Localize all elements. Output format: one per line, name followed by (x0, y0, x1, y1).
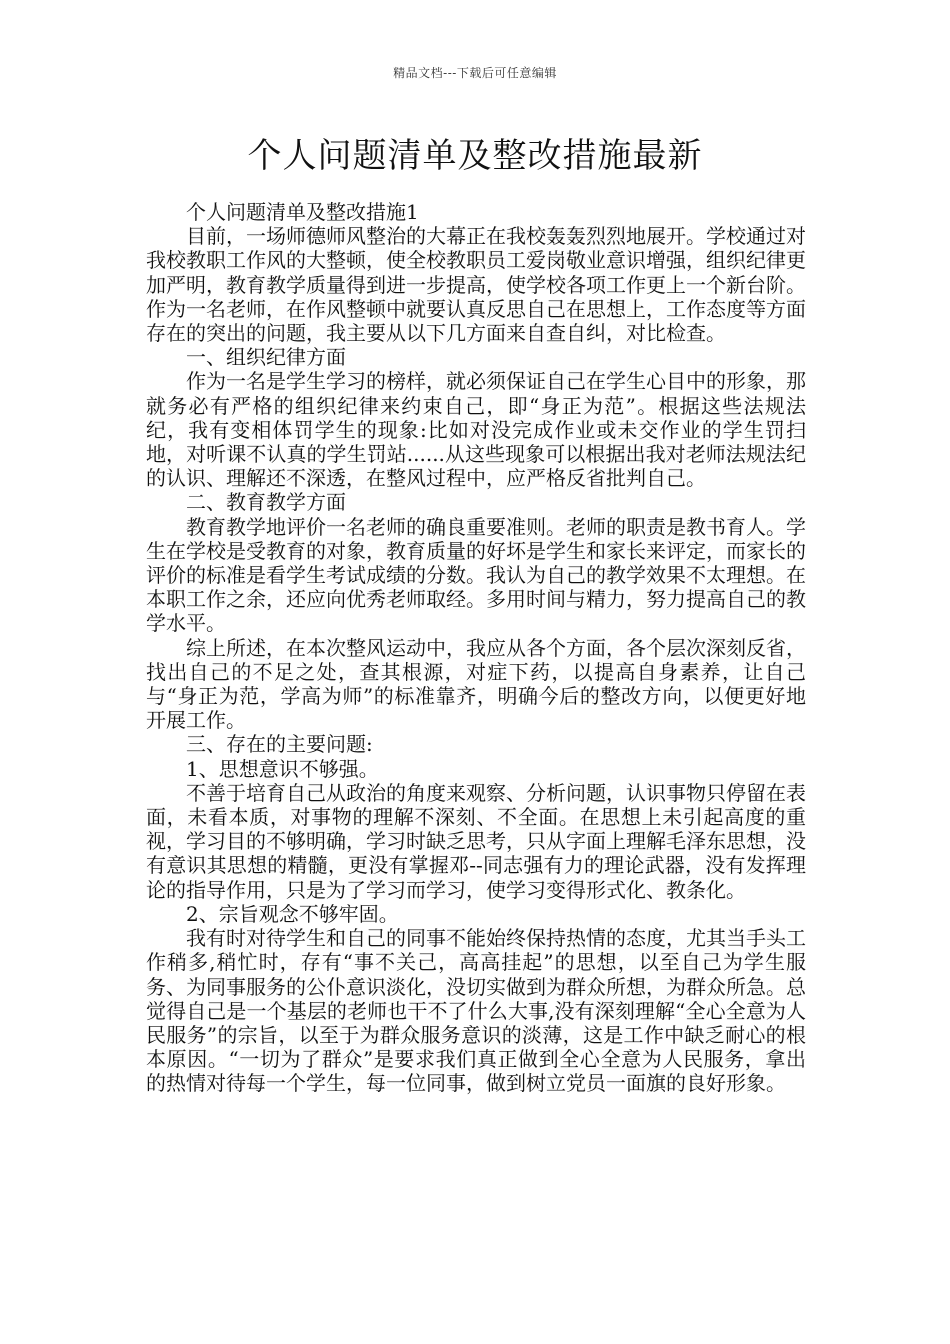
section-heading: 一、组织纪律方面 (186, 345, 346, 370)
header-note: 精品文档---下载后可任意编辑 (393, 66, 557, 80)
paragraph: 目前，一场师德师风整治的大幕正在我校轰轰烈烈地展开。学校通过对我校教职工作风的大整顿，使全校教职员工爱岗敬业意识增强，组织纪律更加严明，教育教学质量得到进一步提高，使学校各项工作更上一个新台阶。作为一名老师，在作风整顿中就要认真反思自己在思想上，工作态度等方面存在的突出的问题，我主要从以下几方面来自查自纠，对比检查。 (146, 224, 806, 346)
paragraph: 综上所述，在本次整风运动中，我应从各个方面，各个层次深刻反省，找出自己的不足之处，查其根源，对症下药，以提高自身素养，让自己与“身正为范，学高为师”的标准靠齐，明确今后的整改方向，以便更好地开展工作。 (146, 635, 806, 733)
paragraph: 个人问题清单及整改措施1 (186, 200, 419, 224)
document-body (146, 200, 806, 1096)
paragraph: 作为一名是学生学习的榜样，就必须保证自己在学生心目中的形象，那就务必有严格的组织纪律来约束自己，即“身正为范”。根据这些法规法纪，我有变相体罚学生的现象:比如对没完成作业或未交作业的学生罚扫地，对听课不认真的学生罚站......从这些现象可以根据出我对老师法规法纪的认识、理解还不深透，在整风过程中，应严格反省批判自己。 (146, 369, 806, 491)
document-title: 个人问题清单及整改措施最新 (247, 136, 703, 176)
paragraph: 我有时对待学生和自己的同事不能始终保持热情的态度，尤其当手头工作稍多,稍忙时，存有“事不关己，高高挂起”的思想，以至自己为学生服务、为同事服务的公仆意识淡化，没切实做到为群众所想，为群众所急。总觉得自己是一个基层的老师也干不了什么大事,没有深刻理解“全心全意为人民服务”的宗旨，以至于为群众服务意识的淡薄，这是工作中缺乏耐心的根本原因。“一切为了群众”是要求我们真正做到全心全意为人民服务，拿出的热情对待每一个学生，每一位同事，做到树立党员一面旗的良好形象。 (146, 926, 806, 1096)
section-heading: 三、存在的主要问题: (186, 732, 373, 757)
section-heading: 二、教育教学方面 (186, 490, 346, 515)
subsection-heading: 1、思想意识不够强。 (186, 756, 379, 781)
subsection-heading: 2、宗旨观念不够牢固。 (186, 901, 399, 926)
paragraph: 教育教学地评价一名老师的确良重要准则。老师的职责是教书育人。学生在学校是受教育的对象，教育质量的好坏是学生和家长来评定，而家长的评价的标准是看学生考试成绩的分数。我认为自己的教学效果不太理想。在本职工作之余，还应向优秀老师取经。多用时间与精力，努力提高自己的教学水平。 (146, 514, 806, 636)
paragraph: 不善于培育自己从政治的角度来观察、分析问题，认识事物只停留在表面，未看本质，对事物的理解不深刻、不全面。在思想上未引起高度的重视，学习目的不够明确，学习时缺乏思考，只从字面上理解毛泽东思想，没有意识其思想的精髓，更没有掌握邓--同志强有力的理论武器，没有发挥理论的指导作用，只是为了学习而学习，使学习变得形式化、教条化。 (146, 780, 806, 902)
